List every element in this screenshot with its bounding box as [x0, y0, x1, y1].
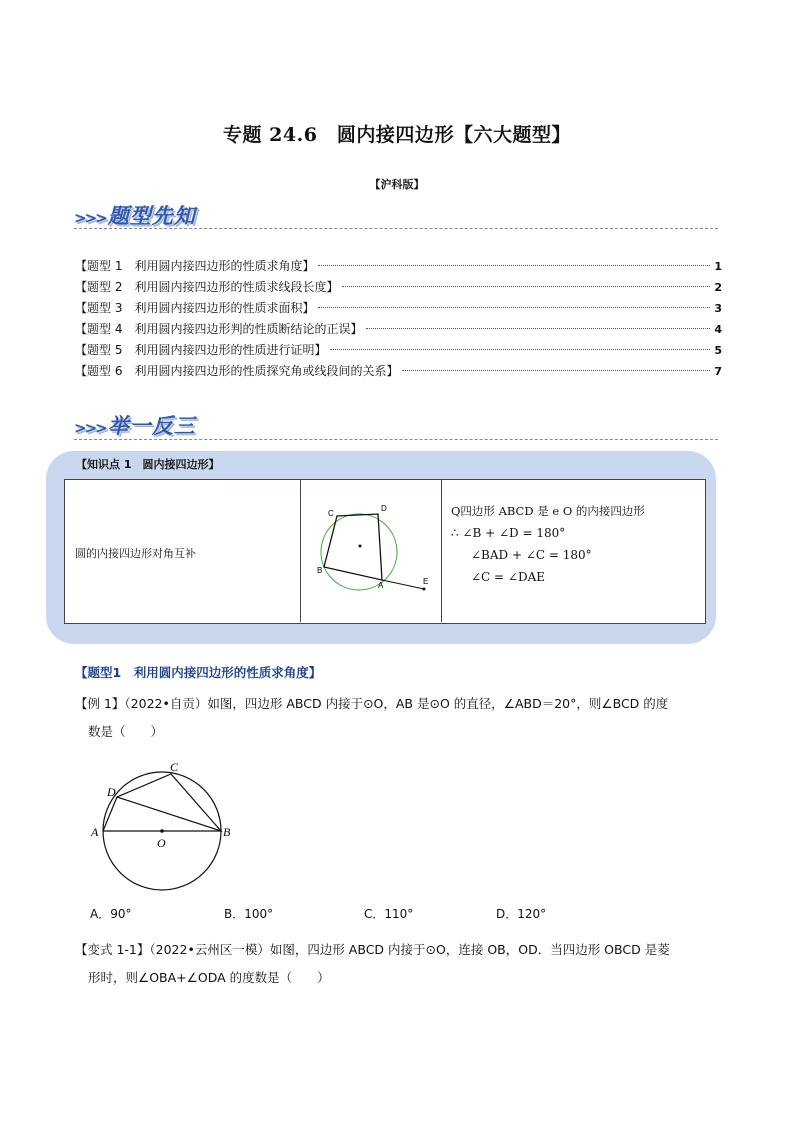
banner-question-types	[74, 200, 196, 230]
label-d: D	[381, 504, 387, 513]
knowledge-header: 【知识点 1 圆内接四边形】	[76, 458, 220, 471]
option-c[interactable]: C．110°	[364, 907, 414, 921]
variant-1-1: 【变式 1-1】（2022•云州区一模）如图，四边形 ABCD 内接于⊙O，连接 OB，OD．当四边形 OBCD 是菱 形时，则∠OBA+∠ODA 的度数是（ ）	[75, 942, 670, 985]
label-o: O	[157, 836, 166, 850]
inscribed-quad-figure	[300, 479, 441, 622]
option-b[interactable]: B．100°	[224, 907, 274, 921]
label-b: B	[223, 825, 231, 839]
label-e: E	[423, 577, 429, 586]
banner-examples	[74, 410, 196, 440]
toc-item[interactable]: 【题型 5 利用圆内接四边形的性质进行证明】 5	[75, 343, 722, 357]
label-a: A	[378, 581, 384, 590]
banner-arrows-icon: >>>	[74, 209, 106, 227]
toc-item[interactable]: 【题型 2 利用圆内接四边形的性质求线段长度】 2	[75, 280, 722, 294]
toc-item[interactable]: 【题型 4 利用圆内接四边形判的性质断结论的正误】 4	[75, 322, 722, 336]
example-1-figure	[85, 755, 245, 895]
divider	[74, 228, 718, 229]
table-divider	[441, 479, 442, 622]
label-d: D	[107, 785, 116, 799]
toc-item[interactable]: 【题型 3 利用圆内接四边形的性质求面积】 3	[75, 301, 722, 315]
knowledge-description: 圆的内接四边形对角互补	[75, 547, 196, 560]
toc-item[interactable]: 【题型 1 利用圆内接四边形的性质求角度】 1	[75, 259, 722, 273]
option-a[interactable]: A．90°	[90, 907, 132, 921]
example-1: 【例 1】（2022•自贡）如图，四边形 ABCD 内接于⊙O，AB 是⊙O 的直径，∠ABD＝20°，则∠BCD 的度 数是（ ）	[75, 696, 669, 739]
knowledge-proof: Q四边形 ABCD 是 e O 的内接四边形 ∴ ∠B + ∠D = 180° ∠BAD + ∠C = 180° ∠C = ∠DAE	[451, 504, 645, 584]
label-c: C	[328, 509, 334, 518]
label-a: A	[91, 825, 99, 839]
banner-text: 题型先知	[107, 204, 196, 228]
label-b: B	[317, 566, 323, 575]
divider	[74, 439, 718, 440]
table-of-contents	[75, 256, 722, 382]
banner-text: 举一反三	[107, 414, 196, 438]
edition-label: 【沪科版】	[369, 178, 425, 191]
section-heading: 【题型1 利用圆内接四边形的性质求角度】	[75, 665, 322, 680]
banner-arrows-icon: >>>	[74, 419, 106, 437]
option-d[interactable]: D．120°	[496, 907, 547, 921]
toc-item[interactable]: 【题型 6 利用圆内接四边形的性质探究角或线段间的关系】 7	[75, 364, 722, 378]
page-title: 专题 24.6 圆内接四边形【六大题型】	[223, 124, 571, 146]
label-c: C	[170, 760, 179, 774]
